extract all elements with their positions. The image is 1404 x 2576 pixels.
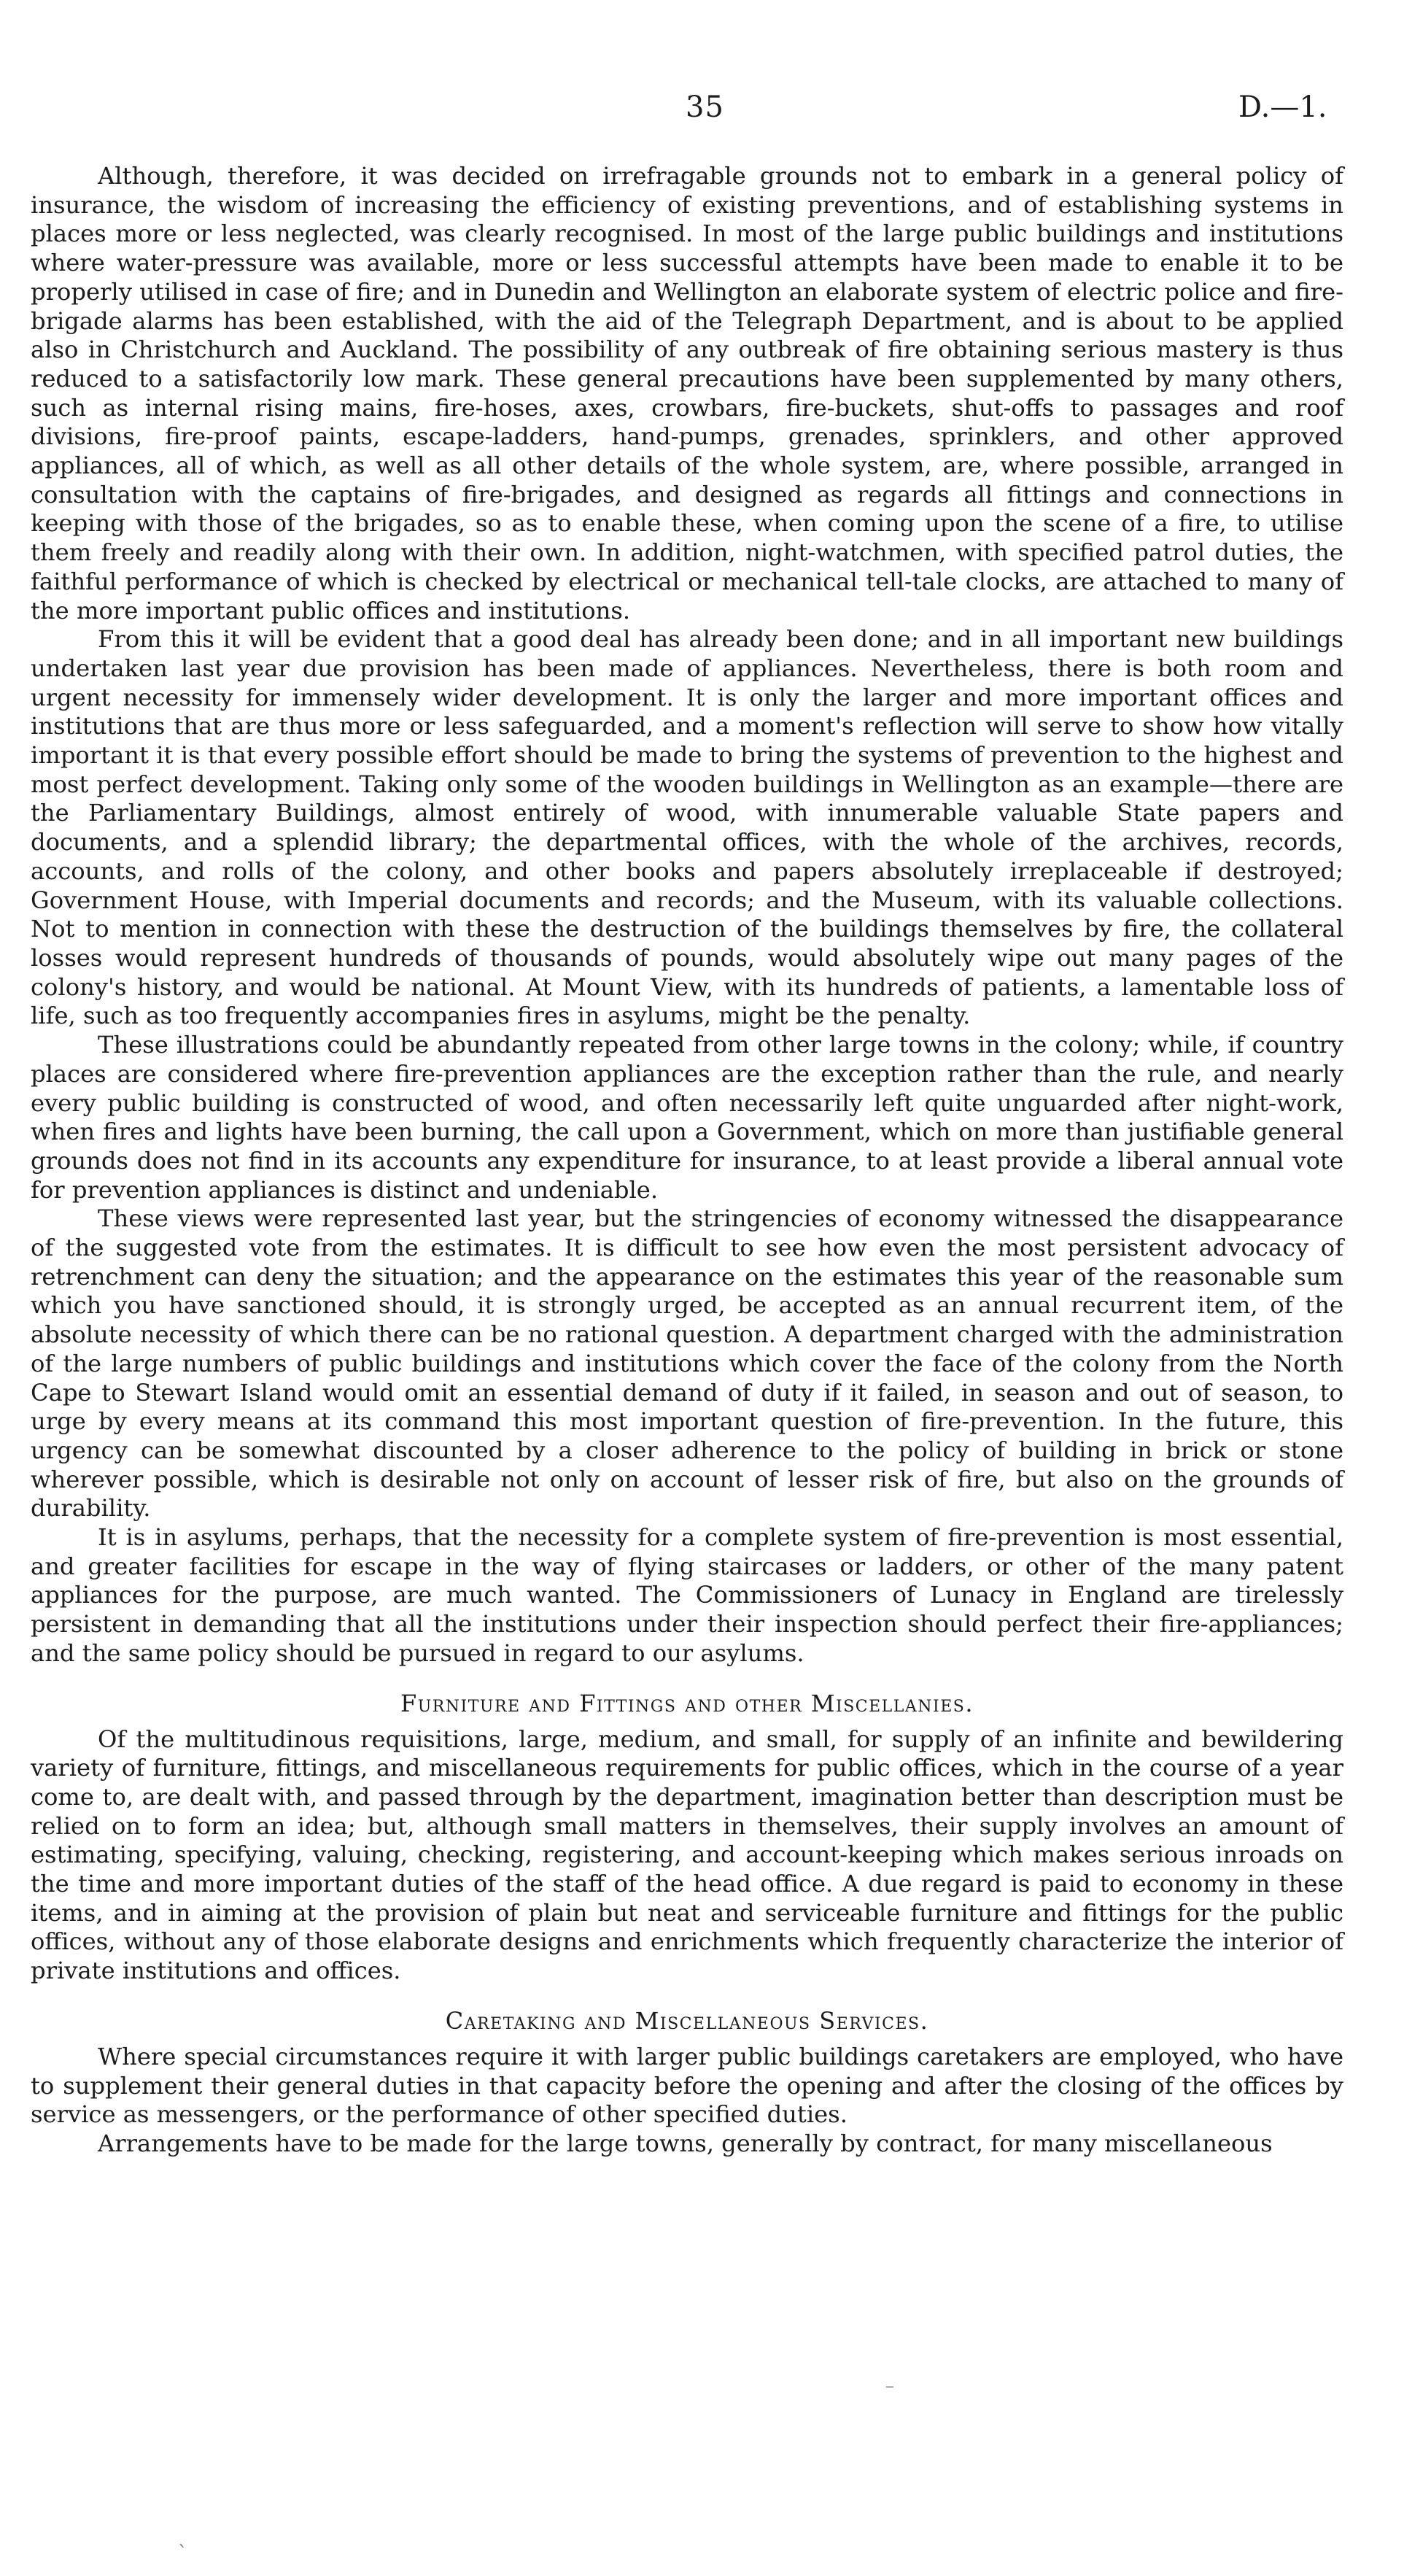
section-heading-furniture: Furniture and Fittings and other Miscellanies. (400, 1689, 974, 1717)
paragraph-views-represented: These views were represented last year, but the stringencies of economy witnessed the disappearance of the suggested vote from the estimates. It is difficult to see how even the most persistent advocacy of retrenchment can deny the situation; and the appearance on the estimates this year of the reasonable sum which you have sanctioned should, it is strongly urged, be accepted as an annual recurrent item, of the absolute necessity of which there can be no rational question. A department charged with the administration of the large numbers of public buildings and institutions which cover the face of the colony from the North Cape to Stewart Island would omit an essential demand of duty if it failed, in season and out of season, to urge by every means at its command this most important question of fire-prevention. In the future, this urgency can be somewhat discounted by a closer adherence to the policy of building in brick or stone wherever possible, which is desirable not only on account of lesser risk of fire, but also on the grounds of durability. (31, 1204, 1343, 1523)
section-heading-caretaking: Caretaking and Miscellaneous Services. (445, 2006, 929, 2035)
page-number: 35 (686, 90, 724, 124)
body-text (31, 162, 1343, 2159)
paragraph-fire-insurance: Although, therefore, it was decided on irrefragable grounds not to embark in a general policy of insurance, the wisdom of increasing the efficiency of existing preventions, and of establishing systems in places more or less neglected, was clearly recognised. In most of the large public buildings and institutions where water-pressure was available, more or less successful attempts have been made to enable it to be properly utilised in case of fire; and in Dunedin and Wellington an elaborate system of electric police and fire-brigade alarms has been established, with the aid of the Telegraph Department, and is about to be applied also in Christchurch and Auckland. The possibility of any outbreak of fire obtaining serious mastery is thus reduced to a satisfactorily low mark. These general precautions have been supplemented by many others, such as internal rising mains, fire-hoses, axes, crowbars, fire-buckets, shut-offs to passages and roof divisions, fire-proof paints, escape-ladders, hand-pumps, grenades, sprinklers, and other approved appliances, all of which, as well as all other details of the whole system, are, where possible, arranged in consultation with the captains of fire-brigades, and designed as regards all fittings and connections in keeping with those of the brigades, so as to enable these, when coming upon the scene of a fire, to utilise them freely and readily along with their own. In addition, night-watchmen, with specified patrol duties, the faithful performance of which is checked by electrical or mechanical tell-tale clocks, are attached to many of the more important public offices and institutions. (31, 162, 1343, 624)
document-reference: D.—1. (1238, 90, 1327, 124)
paragraph-wooden-buildings: From this it will be evident that a good deal has already been done; and in all important new buildings undertaken last year due provision has been made of appliances. Nevertheless, there is both room and urgent necessity for immensely wider development. It is only the larger and more important offices and institutions that are thus more or less safeguarded, and a moment's reflection will serve to show how vitally important it is that every possible effort should be made to bring the systems of prevention to the highest and most perfect development. Taking only some of the wooden buildings in Wellington as an example—there are the Parliamentary Buildings, almost entirely of wood, with innumerable valuable State papers and documents, and a splendid library; the departmental offices, with the whole of the archives, records, accounts, and rolls of the colony, and other books and papers absolutely irreplaceable if destroyed; Government House, with Imperial documents and records; and the Museum, with its valuable collections. Not to mention in connection with these the destruction of the buildings themselves by fire, the collateral losses would represent hundreds of thousands of pounds, would absolutely wipe out many pages of the colony's history, and would be national. At Mount View, with its hundreds of patients, a lamentable loss of life, such as too frequently accompanies fires in asylums, might be the penalty. (31, 625, 1343, 1030)
paragraph-illustrations: These illustrations could be abundantly repeated from other large towns in the colony; while, if country places are considered where fire-prevention appliances are the exception rather than the rule, and nearly every public building is constructed of wood, and often necessarily left quite unguarded after night-work, when fires and lights have been burning, the call upon a Government, which on more than justifiable general grounds does not find in its accounts any expenditure for insurance, to at least provide a liberal annual vote for prevention appliances is distinct and undeniable. (31, 1031, 1343, 1204)
paragraph-arrangements: Arrangements have to be made for the large towns, generally by contract, for many miscellaneous (98, 2130, 1273, 2157)
paragraph-asylums: It is in asylums, perhaps, that the necessity for a complete system of fire-prevention is most essential, and greater facilities for escape in the way of flying staircases or ladders, or other of the many patent appliances for the purpose, are much wanted. The Commissioners of Lunacy in England are tirelessly persistent in demanding that all the institutions under their inspection should perfect their fire-appliances; and the same policy should be pursued in regard to our asylums. (31, 1523, 1343, 1667)
stray-mark: ՝ (178, 2542, 185, 2564)
paragraph-caretakers: Where special circumstances require it with larger public buildings caretakers are employed, who have to supplement their general duties in that capacity before the opening and after the closing of the offices by service as messengers, or the performance of other specified duties. (31, 2042, 1343, 2129)
paragraph-furniture: Of the multitudinous requisitions, large, medium, and small, for supply of an infinite and bewildering variety of furniture, fittings, and miscellaneous requirements for public offices, which in the course of a year come to, are dealt with, and passed through by the department, imagination better than description must be relied on to form an idea; but, although small matters in themselves, their supply involves an amount of estimating, specifying, valuing, checking, registering, and account-keeping which makes serious inroads on the time and more important duties of the staff of the head office. A due regard is paid to economy in these items, and in aiming at the provision of plain but neat and serviceable furniture and fittings for the public offices, without any of those elaborate designs and enrichments which frequently characterize the interior of private institutions and offices. (31, 1725, 1343, 1985)
stray-mark: ⁻ (885, 2380, 895, 2402)
